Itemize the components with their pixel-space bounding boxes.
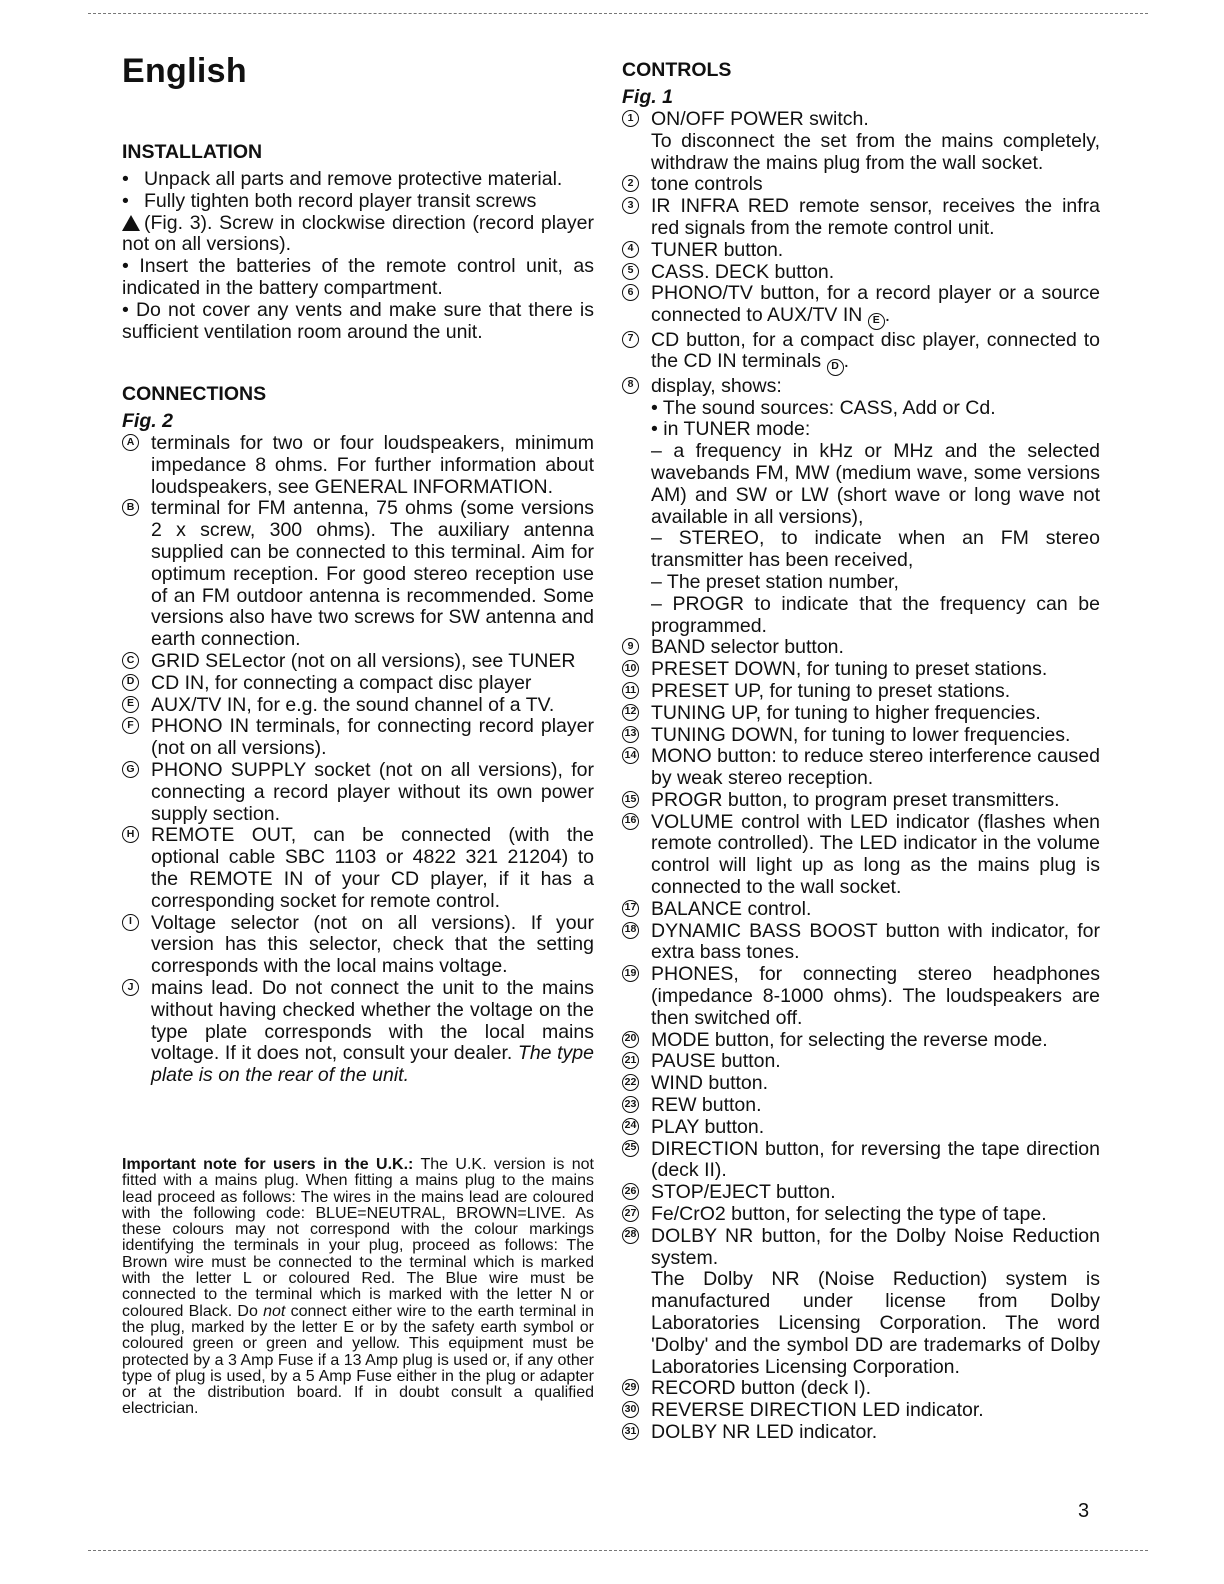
item-text bbox=[651, 637, 1100, 659]
item-text-main: CD IN, for connecting a compact disc player bbox=[151, 671, 532, 694]
item-text-main: PRESET UP, for tuning to preset stations. bbox=[651, 679, 1011, 702]
item-subtext: – a frequency in kHz or MHz and the selected wavebands FM, MW (medium wave, some versions AM) and SW or LW (short wave or long wave not available in all versions), bbox=[651, 440, 1100, 528]
item-marker bbox=[622, 330, 651, 376]
list-item bbox=[622, 899, 1100, 921]
warning-triangle-icon bbox=[122, 215, 140, 231]
item-text-main: REMOTE OUT, can be connected (with the optional cable SBC 1103 or 4822 321 21204) to the REMOTE IN of your CD player, if it has a corresponding socket for remote control. bbox=[151, 824, 594, 912]
controls-section bbox=[622, 59, 1100, 1444]
item-text-main: CD button, for a compact disc player, connected to the CD IN terminals bbox=[651, 328, 1100, 373]
item-text-main: PROGR button, to program preset transmitters. bbox=[651, 788, 1060, 811]
item-marker bbox=[622, 1422, 651, 1444]
item-text bbox=[651, 746, 1100, 790]
item-marker bbox=[122, 760, 151, 825]
item-text bbox=[651, 240, 1100, 262]
item-number-circle: I bbox=[122, 914, 139, 931]
item-marker bbox=[622, 1117, 651, 1139]
item-number-circle: 30 bbox=[622, 1401, 639, 1418]
list-item bbox=[622, 1422, 1100, 1444]
item-text-main: display, shows: bbox=[651, 374, 782, 397]
item-text bbox=[651, 1095, 1100, 1117]
list-item bbox=[122, 913, 594, 978]
item-number-circle: 27 bbox=[622, 1205, 639, 1222]
item-number-circle: 8 bbox=[622, 377, 639, 394]
item-text-main: MODE button, for selecting the reverse mode. bbox=[651, 1028, 1048, 1051]
item-text bbox=[151, 673, 594, 695]
installation-heading: INSTALLATION bbox=[122, 141, 263, 163]
list-item bbox=[622, 1378, 1100, 1400]
item-marker bbox=[622, 196, 651, 240]
item-text bbox=[151, 825, 594, 912]
item-text bbox=[651, 659, 1100, 681]
item-number-circle: H bbox=[122, 826, 139, 843]
list-item: • Unpack all parts and remove protective material. bbox=[122, 168, 563, 190]
list-item bbox=[122, 498, 594, 651]
item-text-main: DOLBY NR button, for the Dolby Noise Reduction system. bbox=[651, 1224, 1100, 1269]
item-text bbox=[651, 1422, 1100, 1444]
item-marker bbox=[622, 790, 651, 812]
item-text bbox=[151, 760, 594, 825]
list-item bbox=[622, 1030, 1100, 1052]
item-number-circle: 19 bbox=[622, 965, 639, 982]
installation-section bbox=[122, 141, 594, 343]
item-number-circle: 17 bbox=[622, 900, 639, 917]
item-subtext: To disconnect the set from the mains completely, withdraw the mains plug from the wall socket. bbox=[651, 129, 1100, 174]
item-number-circle: 16 bbox=[622, 813, 639, 830]
item-text bbox=[651, 899, 1100, 921]
list-item bbox=[622, 376, 1100, 398]
item-text-main: GRID SELector (not on all versions), see TUNER bbox=[151, 649, 576, 672]
connections-list bbox=[122, 433, 594, 1087]
item-text-main: PHONO IN terminals, for connecting record player (not on all versions). bbox=[151, 715, 594, 760]
connections-fig-label: Fig. 2 bbox=[122, 410, 173, 432]
item-text bbox=[151, 716, 594, 760]
controls-heading: CONTROLS bbox=[622, 59, 732, 81]
item-text bbox=[651, 196, 1100, 240]
page-number: 3 bbox=[1078, 1500, 1090, 1522]
list-item bbox=[122, 716, 594, 760]
item-marker bbox=[622, 1182, 651, 1204]
item-number-circle: 28 bbox=[622, 1227, 639, 1244]
item-subtext: – The preset station number, bbox=[651, 570, 899, 593]
list-item bbox=[622, 1226, 1100, 1270]
item-marker bbox=[622, 681, 651, 703]
item-subtext: • The sound sources: CASS, Add or Cd. bbox=[651, 396, 996, 419]
list-item bbox=[622, 812, 1100, 899]
item-marker bbox=[622, 703, 651, 725]
item-text-main: Fe/CrO2 button, for selecting the type of tape. bbox=[651, 1203, 1047, 1226]
item-number-circle: 15 bbox=[622, 791, 639, 808]
item-number-circle: B bbox=[122, 499, 139, 516]
item-text bbox=[651, 1226, 1100, 1270]
item-number-circle: 14 bbox=[622, 747, 639, 764]
list-item bbox=[622, 921, 1100, 965]
list-item bbox=[122, 673, 594, 695]
list-item bbox=[622, 790, 1100, 812]
list-item bbox=[622, 330, 1100, 376]
item-text-main: REW button. bbox=[651, 1094, 762, 1117]
item-text bbox=[651, 1030, 1100, 1052]
item-marker bbox=[622, 746, 651, 790]
item-text bbox=[651, 1182, 1100, 1204]
item-marker bbox=[622, 262, 651, 284]
list-item: • Insert the batteries of the remote control unit, as indicated in the battery compartment. bbox=[122, 255, 594, 299]
item-text bbox=[651, 790, 1100, 812]
item-marker bbox=[622, 283, 651, 329]
item-number-circle: A bbox=[122, 434, 139, 451]
item-number-circle: 23 bbox=[622, 1096, 639, 1113]
item-text-main: BALANCE control. bbox=[651, 897, 812, 920]
list-item bbox=[622, 174, 1100, 196]
item-text bbox=[651, 376, 1100, 398]
item-text-main: CASS. DECK button. bbox=[651, 260, 835, 283]
item-marker bbox=[122, 978, 151, 1087]
item-number-circle: 24 bbox=[622, 1118, 639, 1135]
item-ref-circle: E bbox=[868, 313, 885, 330]
item-number-circle: 5 bbox=[622, 263, 639, 280]
item-marker bbox=[622, 1378, 651, 1400]
connections-section bbox=[122, 383, 594, 1087]
item-marker bbox=[122, 695, 151, 717]
list-item bbox=[122, 433, 594, 498]
item-marker bbox=[622, 812, 651, 899]
item-text bbox=[151, 913, 594, 978]
uk-note: Important note for users in the U.K.: The U.K. version is not fitted with a mains plug. When fitting a mains plug to the mains lead proceed as follows: The wires in the mains lead are coloured with the following code: BLUE=NEUTRAL, BROWN=LIVE. As these colours may not correspond with the colour markings identifying the terminals in your plug, proceed as follows: The Brown wire must be connected to the terminal which is marked with the letter L or coloured Red. The Blue wire must be connected to the terminal which is marked with the letter N or coloured Black. Do not connect either wire to the earth terminal in the plug, marked by the letter E or by the safety earth symbol or coloured green or green and yellow. This equipment must be protected by a 3 Amp Fuse if a 13 Amp plug is used or, if any other type of plug is used, by a 5 Amp Fuse either in the plug or adapter or at the distribution board. If in doubt consult a qualified electrician. bbox=[122, 1156, 595, 1418]
list-item bbox=[622, 283, 1100, 329]
item-text-main: tone controls bbox=[651, 173, 763, 196]
item-marker bbox=[622, 1095, 651, 1117]
page-title: English bbox=[122, 52, 247, 90]
item-text-main: MONO button: to reduce stereo interference caused by weak stereo reception. bbox=[651, 745, 1100, 790]
item-text-main: DIRECTION button, for reversing the tape direction (deck II). bbox=[651, 1137, 1100, 1182]
item-text bbox=[651, 681, 1100, 703]
item-text-main: AUX/TV IN, for e.g. the sound channel of a TV. bbox=[151, 693, 555, 716]
item-text-main: DOLBY NR LED indicator. bbox=[651, 1421, 878, 1443]
item-text bbox=[651, 109, 1100, 131]
item-number-circle: 26 bbox=[622, 1183, 639, 1200]
item-number-circle: 6 bbox=[622, 284, 639, 301]
item-marker bbox=[122, 651, 151, 673]
item-subtext: – STEREO, to indicate when an FM stereo transmitter has been received, bbox=[651, 527, 1100, 572]
item-text bbox=[651, 1139, 1100, 1183]
item-text-main: TUNER button. bbox=[651, 238, 784, 261]
item-text bbox=[651, 1073, 1100, 1095]
item-number-circle: 12 bbox=[622, 704, 639, 721]
list-item bbox=[622, 1139, 1100, 1183]
item-text bbox=[651, 1117, 1100, 1139]
item-text-main: PHONO/TV button, for a record player or a source connected to AUX/TV IN bbox=[651, 282, 1100, 327]
top-rule bbox=[88, 13, 1148, 14]
item-text-main: BAND selector button. bbox=[651, 636, 844, 659]
bottom-rule bbox=[88, 1550, 1148, 1551]
item-number-circle: 11 bbox=[622, 682, 639, 699]
item-number-circle: 2 bbox=[622, 175, 639, 192]
item-text bbox=[151, 695, 594, 717]
list-item bbox=[622, 262, 1100, 284]
item-number-circle: D bbox=[122, 674, 139, 691]
item-text-main: TUNING UP, for tuning to higher frequencies. bbox=[651, 701, 1041, 724]
item-text-main: DYNAMIC BASS BOOST button with indicator, for extra bass tones. bbox=[651, 919, 1100, 964]
item-text-main: IR INFRA RED remote sensor, receives the infra red signals from the remote control unit. bbox=[651, 195, 1100, 239]
item-number-circle: 29 bbox=[622, 1379, 639, 1396]
item-number-circle: E bbox=[122, 696, 139, 713]
item-text-main: PRESET DOWN, for tuning to preset stations. bbox=[651, 658, 1048, 681]
item-marker bbox=[622, 240, 651, 262]
item-number-circle: J bbox=[122, 979, 139, 996]
item-number-circle: 20 bbox=[622, 1031, 639, 1048]
item-text-main: VOLUME control with LED indicator (flashes when remote controlled). The LED indicator in the volume control will light up as long as the mains plug is connected to the wall socket. bbox=[651, 810, 1100, 899]
list-item bbox=[122, 695, 594, 717]
connections-heading: CONNECTIONS bbox=[122, 383, 267, 405]
list-item bbox=[622, 1204, 1100, 1226]
item-number-circle: C bbox=[122, 652, 139, 669]
item-marker bbox=[622, 1139, 651, 1183]
list-item bbox=[622, 196, 1100, 240]
item-number-circle: 13 bbox=[622, 726, 639, 743]
item-text bbox=[651, 1400, 1100, 1422]
item-number-circle: 21 bbox=[622, 1052, 639, 1069]
list-item-continuation: (Fig. 3). Screw in clockwise direction (record player not on all versions). bbox=[122, 211, 594, 256]
item-ref-circle: D bbox=[827, 359, 844, 376]
item-text bbox=[151, 651, 594, 673]
list-item bbox=[622, 1095, 1100, 1117]
list-item bbox=[122, 760, 594, 825]
item-subtext: – PROGR to indicate that the frequency can be programmed. bbox=[651, 592, 1100, 637]
item-marker bbox=[622, 1073, 651, 1095]
item-number-circle: 18 bbox=[622, 922, 639, 939]
item-text bbox=[651, 812, 1100, 899]
item-text bbox=[151, 978, 594, 1087]
item-text bbox=[651, 174, 1100, 196]
item-marker bbox=[622, 1051, 651, 1073]
item-number-circle: 10 bbox=[622, 660, 639, 677]
item-number-circle: 22 bbox=[622, 1074, 639, 1091]
item-text-main: STOP/EJECT button. bbox=[651, 1181, 836, 1204]
item-marker bbox=[622, 174, 651, 196]
item-number-circle: 4 bbox=[622, 241, 639, 258]
item-text-main: terminals for two or four loudspeakers, minimum impedance 8 ohms. For further information about loudspeakers, see GENERAL INFORMATION. bbox=[151, 432, 594, 498]
item-marker bbox=[622, 376, 651, 398]
item-marker bbox=[622, 1030, 651, 1052]
item-marker bbox=[122, 433, 151, 498]
item-text-main: PAUSE button. bbox=[651, 1050, 781, 1073]
item-emphasis: The type plate is on the rear of the unit. bbox=[151, 1042, 594, 1087]
item-marker bbox=[622, 899, 651, 921]
item-marker bbox=[622, 725, 651, 747]
item-text-main: mains lead. Do not connect the unit to the mains without having checked whether the voltage on the type plate corresponds with the local mains voltage. If it does not, consult your dealer. bbox=[151, 976, 594, 1065]
list-item: • Fully tighten both record player transit screws bbox=[122, 189, 537, 212]
item-marker bbox=[122, 498, 151, 651]
item-text bbox=[651, 1051, 1100, 1073]
list-item bbox=[622, 240, 1100, 262]
item-text-main: terminal for FM antenna, 75 ohms (some versions 2 x screw, 300 ohms). The auxiliary antenna supplied can be connected to this terminal. Aim for optimum reception. For good stereo reception use of an FM outdoor antenna is recommended. Some versions also have two screws for SW antenna and earth connection. bbox=[151, 497, 594, 651]
item-marker bbox=[622, 964, 651, 1029]
list-item bbox=[622, 637, 1100, 659]
controls-list bbox=[622, 109, 1100, 1444]
item-text-main: PLAY button. bbox=[651, 1115, 765, 1138]
item-text-main: ON/OFF POWER switch. bbox=[651, 108, 869, 130]
item-text bbox=[651, 703, 1100, 725]
item-text bbox=[151, 498, 594, 651]
item-number-circle: 9 bbox=[622, 638, 639, 655]
list-item: • Do not cover any vents and make sure that there is sufficient ventilation room around the unit. bbox=[122, 298, 594, 343]
list-item bbox=[122, 651, 594, 673]
item-text bbox=[651, 1204, 1100, 1226]
item-number-circle: 25 bbox=[622, 1140, 639, 1157]
item-number-circle: F bbox=[122, 717, 139, 734]
list-item bbox=[122, 825, 594, 912]
item-marker bbox=[122, 825, 151, 912]
list-item bbox=[622, 1182, 1100, 1204]
list-item bbox=[622, 1117, 1100, 1139]
item-subtext: • in TUNER mode: bbox=[651, 418, 811, 441]
item-text-main: REVERSE DIRECTION LED indicator. bbox=[651, 1399, 984, 1422]
item-number-circle: G bbox=[122, 761, 139, 778]
item-marker bbox=[622, 1226, 651, 1270]
list-item bbox=[622, 703, 1100, 725]
item-marker bbox=[622, 637, 651, 659]
item-number-circle: 1 bbox=[622, 110, 639, 127]
item-text bbox=[651, 725, 1100, 747]
item-marker bbox=[622, 921, 651, 965]
list-item bbox=[622, 725, 1100, 747]
item-marker bbox=[622, 1204, 651, 1226]
list-item bbox=[122, 978, 594, 1087]
item-text-main: Voltage selector (not on all versions). If your version has this selector, check that the setting corresponds with the local mains voltage. bbox=[151, 911, 594, 978]
item-text: PHONO/TV button, for a record player or a source connected to AUX/TV IN E . bbox=[651, 283, 1100, 329]
item-number-circle: 7 bbox=[622, 331, 639, 348]
item-number-circle: 3 bbox=[622, 197, 639, 214]
item-subtext: The Dolby NR (Noise Reduction) system is manufactured under license from Dolby Laboratories Licensing Corporation. The word 'Dolby' and the symbol DD are trademarks of Dolby Laboratories Licensing Corporation. bbox=[651, 1268, 1100, 1378]
list-item bbox=[622, 109, 1100, 131]
item-marker bbox=[122, 673, 151, 695]
list-item bbox=[622, 1073, 1100, 1095]
item-text bbox=[651, 921, 1100, 965]
item-marker bbox=[622, 659, 651, 681]
list-item bbox=[622, 746, 1100, 790]
list-item bbox=[622, 964, 1100, 1029]
item-marker bbox=[122, 716, 151, 760]
item-text-main: PHONES, for connecting stereo headphones (impedance 8-1000 ohms). The loudspeakers are then switched off. bbox=[651, 963, 1100, 1029]
item-text-main: TUNING DOWN, for tuning to lower frequencies. bbox=[651, 723, 1071, 746]
list-item bbox=[622, 1400, 1100, 1422]
item-text bbox=[651, 964, 1100, 1029]
item-marker bbox=[622, 109, 651, 131]
item-marker bbox=[122, 913, 151, 978]
item-text bbox=[651, 1378, 1100, 1400]
item-text-main: RECORD button (deck I). bbox=[651, 1377, 871, 1400]
item-text-main: WIND button. bbox=[651, 1072, 769, 1095]
controls-fig-label: Fig. 1 bbox=[622, 86, 673, 108]
item-text bbox=[151, 433, 594, 498]
list-item bbox=[622, 659, 1100, 681]
list-item bbox=[622, 1051, 1100, 1073]
item-text bbox=[651, 262, 1100, 284]
item-number-circle: 31 bbox=[622, 1423, 639, 1440]
item-text: CD button, for a compact disc player, connected to the CD IN terminals D . bbox=[651, 330, 1100, 376]
list-item bbox=[622, 681, 1100, 703]
item-marker bbox=[622, 1400, 651, 1422]
item-text-main: PHONO SUPPLY socket (not on all versions), for connecting a record player without its own power supply section. bbox=[151, 758, 594, 825]
